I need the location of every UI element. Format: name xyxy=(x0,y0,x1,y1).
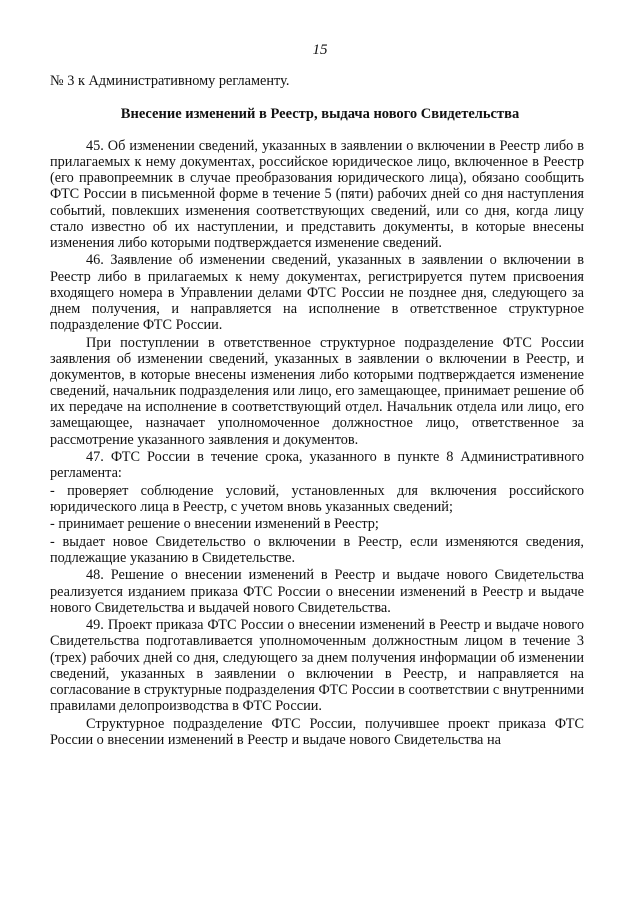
paragraph-49-continuation: Структурное подразделение ФТС России, получившее проект приказа ФТС России о внесении изменений в Реестр и выдаче нового Свидетельства на xyxy=(50,715,584,748)
paragraph-47-item-1: - проверяет соблюдение условий, установленных для включения российского юридического лица в Реестр, с учетом вновь указанных сведений; xyxy=(50,482,584,515)
paragraph-46: 46. Заявление об изменении сведений, указанных в заявлении о включении в Реестр либо в прилагаемых к нему документах, регистрируется путем присвоения входящего номера в Управлении делами ФТС России не позднее дня, следующего за днем получения, и направляется на исполнение в ответственное структурное подразделение ФТС России. xyxy=(50,252,584,334)
paragraph-45: 45. Об изменении сведений, указанных в заявлении о включении в Реестр либо в прилагаемых к нему документах, российское юридическое лицо, включенное в Реестр (его правопреемник в случае преобразования юридического лица), обязано сообщить ФТС России в письменной форме в течение 5 (пяти) рабочих дней со дня наступления событий, повлекших изменения соответствующих сведений, или со дня, когда лицу стало известно об их наступлении, и представить документы, в которые внесены изменения либо которыми подтверждается изменение сведений. xyxy=(50,138,584,251)
paragraph-47-item-2: - принимает решение о внесении изменений в Реестр; xyxy=(50,516,379,533)
page-number: 15 xyxy=(312,42,328,58)
paragraph-47-item-3: - выдает новое Свидетельство о включении в Реестр, если изменяются сведения, подлежащие указанию в Свидетельстве. xyxy=(50,533,584,566)
paragraph-47: 47. ФТС России в течение срока, указанного в пункте 8 Административного регламента: xyxy=(50,449,584,482)
paragraph-49: 49. Проект приказа ФТС России о внесении изменений в Реестр и выдаче нового Свидетельства подготавливается уполномоченным должностным лицом в течение 3 (трех) рабочих дней со дня, следующего за днем получения информации об изменении сведений, указанных в заявлении о включении в Реестр, и направляется на согласование в структурные подразделения ФТС России в соответствии с внутренними правилами делопроизводства в ФТС России. xyxy=(50,617,584,715)
paragraph-46-continuation: При поступлении в ответственное структурное подразделение ФТС России заявления об изменении сведений, указанных в заявлении о включении в Реестр, и документов, в которые внесены изменения либо которыми подтверждается изменение сведений, начальник подразделения или лицо, его замещающее, принимает решение об их передаче на исполнение в соответствующий отдел. Начальник отдела или лицо, его замещающее, назначает уполномоченное должностное лицо, ответственное за рассмотрение указанного заявления и документов. xyxy=(50,334,584,448)
section-title: Внесение изменений в Реестр, выдача нового Свидетельства xyxy=(120,106,520,122)
document-body xyxy=(50,138,584,749)
appendix-header: № 3 к Административному регламенту. xyxy=(50,73,290,89)
paragraph-48: 48. Решение о внесении изменений в Реестр и выдаче нового Свидетельства реализуется изданием приказа ФТС России о внесении изменений в Реестр и выдаче нового Свидетельства и выдачей нового Свидетельства. xyxy=(50,567,584,616)
